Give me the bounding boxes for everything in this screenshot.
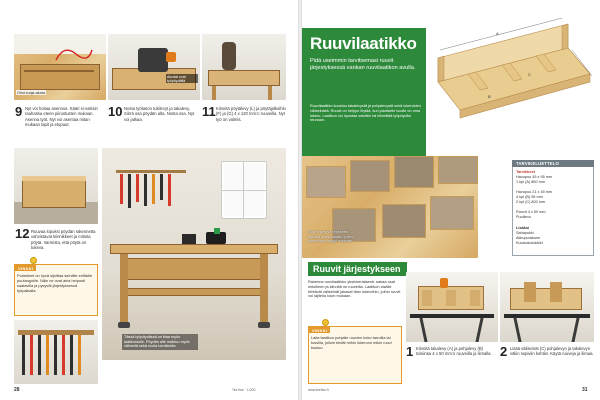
parts-line: 4 kpl (B) 95 mm (516, 195, 543, 199)
tip-label: VINKKI (15, 265, 36, 271)
parts-line: Akkuporakone (516, 236, 541, 240)
step-11-photo (202, 34, 286, 100)
step-12-photo (14, 148, 98, 224)
parts-line: Ruuvit 4 x 50 mm (516, 210, 546, 214)
photo-label: Alustat ovat työpöydällä (166, 74, 198, 83)
photo-label: Ohut suoja-alusta (17, 90, 46, 95)
svg-text:A: A (496, 31, 499, 36)
step-1-number: 1 (406, 344, 414, 359)
parts-line: 2 kpl (C) 800 mm (516, 200, 546, 204)
footer-right: www.teeitse.fi (308, 388, 329, 392)
left-page (0, 0, 298, 400)
right-page (302, 0, 600, 400)
lightbulb-icon (322, 319, 329, 326)
screw-box-illustration (430, 18, 596, 136)
parts-line: Havupuu 45 x 95 mm (516, 175, 553, 179)
svg-text:C: C (528, 72, 531, 77)
screws-photo (302, 156, 478, 258)
parts-group-heading: Tarvikkeet (516, 169, 535, 174)
tip-text: Laita laatikon pohjalle ruuvien koko tarroilla tai tussilla, jolloin tiedät mihin lokeroon mikin ruuvi kuuluu. (311, 335, 392, 350)
clamp-rack-photo (14, 320, 98, 384)
parts-line: Havupuu 21 x 45 mm (516, 190, 553, 194)
step-12-number: 12 (15, 226, 30, 241)
parts-line: Sahapukki (516, 231, 534, 235)
article-lead: Pidä useimmin tarvitsemasi ruuvit järjestyksessä vankan ruuvilaatikon avulla. (310, 58, 416, 71)
page-number-left: 28 (14, 387, 20, 393)
step-10-number: 10 (108, 104, 123, 119)
footer-left: Tee Itse · 1/200 (232, 388, 256, 392)
step-9-number: 9 (15, 104, 23, 119)
page-number-right: 31 (582, 387, 588, 393)
section-heading: Ruuvit järjestykseen (308, 262, 407, 276)
parts-group-heading: Lisäksi (516, 225, 530, 230)
parts-list-header: TARVIKELUETTELO (512, 160, 594, 167)
screws-caption: Ruuvit pysyvät erikseen omissa lokeroissaan, joten oikea koko löytyy nopeasti. (308, 230, 354, 244)
parts-line: Kuusiokolokärki (516, 241, 543, 245)
step-2-text: Lisää väliseinät (C) pohjalevyn ja takalevyn väliin sopiviin kohtiin. Käytä ruuveja ja liimaa. (510, 346, 594, 357)
step-9-photo (14, 34, 106, 100)
step-9-text: Nyt voi hoitaa asennus. Kääri si-valssin rauhassa eteen piirustusten mukaan. Asenna työt. Nyt voi asentaa mitan mukaan tapit ja etupuut. (25, 106, 98, 128)
step-10-text: Nosta työtason tukilevyt ja takalevy, Siirrä osa pöydän alta. Nosta osa. Nyt voi jatkaa. (124, 106, 195, 122)
article-title: Ruuvilaatikko (310, 34, 417, 53)
tip-label: VINKKI (309, 327, 330, 333)
step-10-photo (108, 34, 200, 100)
step-12-text: Ruuvaa lopuksi pöydän rakennetta vahvistavat kiinnikkeet ja mitoita pöytä. Varmista, että pöytä on tukeva. (31, 229, 96, 251)
tip-text: Puristimet on hyvä sijoittaa seinälle erillisille puutangoille. Näin ne ovat aina helposti saatavilla ja pysyvät järjestyksessä työpaikalla. (17, 273, 93, 293)
section-body: Rakenna ruuvilaatikko yksinkertaisesti: sahaa osat mitoilleen ja kiinnitä ne ruuveilla. Laatikon sisälle tehtävät väliseinät jakavat tilan lokeroihin, joihin ruuvit voi lajitella koon mukaan. (308, 279, 401, 299)
step-11-text: Kiinnitä pöytälevy (L) ja pöytäjalkoihin (F) ja (G) 4 x 120 mm:n ruuveilla. Nyt työ on valmis. (216, 106, 286, 122)
workbench-photo (102, 148, 286, 360)
step-1-photo (406, 272, 498, 342)
lightbulb-icon (30, 257, 37, 264)
svg-text:B: B (488, 94, 491, 99)
parts-line: Puuliima (516, 215, 531, 219)
step-2-photo (500, 272, 594, 342)
parts-line: 1 kpl (A) 800 mm (516, 180, 545, 184)
step-11-number: 11 (202, 104, 216, 119)
workbench-caption: Tässä työpöydässä on tilaa myös laatikostolle. Pöydän alle mahtuu myös välineitä sekä muita tarvikkeita. (122, 334, 198, 350)
step-2-number: 2 (500, 344, 508, 359)
red-arrow-icon (54, 44, 94, 64)
step-1-text: Kiinnitä takalevy (A) ja pohjalevy (B) toisiinsa 4 x 50 mm:n ruuveilla ja liimalla. (416, 346, 492, 357)
intro-text: Ruuvilaatikko koostuu takalevystä ja pohjalevystä sekä lokeroiden väliseinistä. Ruuvit on helppo löytää, kun jokaiselle koolle on oma lokero. Laatikon voi ripustaa seinälle tai kiinnittää työpöydän reunaan. (310, 104, 421, 123)
